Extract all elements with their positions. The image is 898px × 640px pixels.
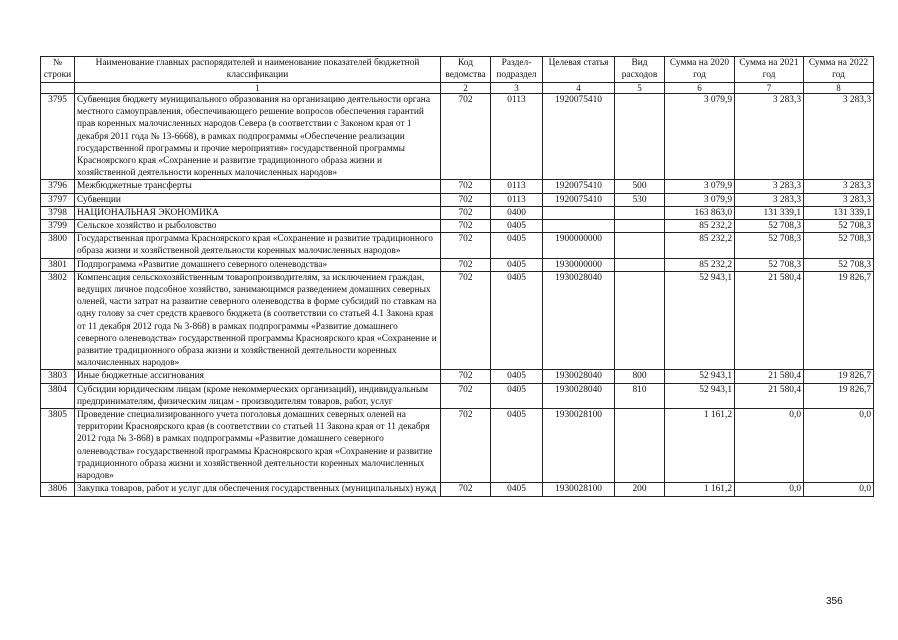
row-sum-2021: 0,0 (735, 409, 804, 483)
row-expense-type (615, 220, 665, 233)
table-row (41, 271, 874, 370)
row-expense-type (615, 409, 665, 483)
row-sum-2021: 21 580,4 (735, 370, 804, 383)
table-row (41, 409, 874, 483)
row-department-code: 702 (441, 271, 491, 370)
table-row (41, 206, 874, 219)
row-section: 0405 (491, 409, 543, 483)
row-expense-type (615, 271, 665, 370)
row-expense-type: 530 (615, 193, 665, 206)
row-name: Проведение специализированного учета поголовья домашних северных оленей на территории Красноярского края (в соответствии со статьей 11 Закона края от 11 декабря 2012 года № 3-868) в рамках подпрограммы «Развитие домашнего северного оленеводства» государственной программы Красноярского края «Сохранение и развитие традиционного образа жизни и хозяйственной деятельности коренных малочисленных народов» (75, 409, 441, 483)
row-sum-2022: 3 283,3 (804, 94, 874, 180)
row-number: 3796 (41, 180, 75, 193)
row-name: Субвенции (75, 193, 441, 206)
table-header (41, 57, 874, 94)
row-sum-2021: 21 580,4 (735, 383, 804, 408)
row-sum-2020: 52 943,1 (665, 271, 735, 370)
column-number: 1 (75, 83, 441, 94)
row-number: 3800 (41, 233, 75, 258)
row-target-item: 1930028040 (543, 370, 615, 383)
row-department-code: 702 (441, 193, 491, 206)
row-sum-2020: 52 943,1 (665, 370, 735, 383)
row-section: 0405 (491, 370, 543, 383)
row-sum-2022: 131 339,1 (804, 206, 874, 219)
row-sum-2020: 3 079,9 (665, 94, 735, 180)
row-sum-2021: 0,0 (735, 483, 804, 496)
header-row-number: № строки (41, 57, 75, 83)
row-number: 3805 (41, 409, 75, 483)
row-sum-2021: 21 580,4 (735, 271, 804, 370)
row-sum-2021: 52 708,3 (735, 220, 804, 233)
row-target-item: 1930028100 (543, 409, 615, 483)
header-target-item: Целевая статья (543, 57, 615, 83)
row-expense-type (615, 206, 665, 219)
row-number: 3799 (41, 220, 75, 233)
row-number: 3802 (41, 271, 75, 370)
header-expense-type: Вид расходов (615, 57, 665, 83)
row-sum-2020: 3 079,9 (665, 180, 735, 193)
row-department-code: 702 (441, 94, 491, 180)
page-number: 356 (826, 596, 843, 607)
row-name: Субвенция бюджету муниципального образования на организацию деятельности органа местного самоуправления, обеспечивающего решение вопросов обеспечения гарантий прав коренных малочисленных народов Севера (в соответствии с Законом края от 1 декабря 2011 года № 13-6668), в рамках подпрограммы «Обеспечение реализации государственной программы и прочие мероприятия» государственной программы Красноярского края «Сохранение и развитие традиционного образа жизни и хозяйственной деятельности коренных малочисленных народов» (75, 94, 441, 180)
header-department-code: Код ведомства (441, 57, 491, 83)
column-number: 6 (665, 83, 735, 94)
row-sum-2022: 52 708,3 (804, 258, 874, 271)
row-department-code: 702 (441, 483, 491, 496)
row-name: Иные бюджетные ассигнования (75, 370, 441, 383)
row-target-item: 1920075410 (543, 94, 615, 180)
column-number: 2 (441, 83, 491, 94)
table-row (41, 180, 874, 193)
row-department-code: 702 (441, 206, 491, 219)
row-name: Сельское хозяйство и рыболовство (75, 220, 441, 233)
row-section: 0400 (491, 206, 543, 219)
row-target-item: 1920075410 (543, 193, 615, 206)
column-number-row (41, 83, 874, 94)
row-target-item: 1920075410 (543, 180, 615, 193)
row-sum-2022: 19 826,7 (804, 370, 874, 383)
header-sum-2020: Сумма на 2020 год (665, 57, 735, 83)
row-sum-2021: 3 283,3 (735, 193, 804, 206)
row-department-code: 702 (441, 258, 491, 271)
column-number: 4 (543, 83, 615, 94)
header-name: Наименование главных распорядителей и наименование показателей бюджетной классификации (75, 57, 441, 83)
row-section: 0405 (491, 483, 543, 496)
row-department-code: 702 (441, 383, 491, 408)
table-row (41, 258, 874, 271)
table-body (41, 94, 874, 497)
row-number: 3803 (41, 370, 75, 383)
row-section: 0113 (491, 94, 543, 180)
row-sum-2020: 1 161,2 (665, 409, 735, 483)
column-number (41, 83, 75, 94)
row-target-item (543, 206, 615, 219)
row-expense-type (615, 258, 665, 271)
budget-table (40, 56, 874, 497)
row-target-item: 1930000000 (543, 258, 615, 271)
row-number: 3795 (41, 94, 75, 180)
row-expense-type: 500 (615, 180, 665, 193)
row-sum-2022: 3 283,3 (804, 180, 874, 193)
row-target-item (543, 220, 615, 233)
row-target-item: 1930028100 (543, 483, 615, 496)
row-department-code: 702 (441, 409, 491, 483)
row-name: Закупка товаров, работ и услуг для обеспечения государственных (муниципальных) нужд (75, 483, 441, 496)
row-number: 3797 (41, 193, 75, 206)
row-name: НАЦИОНАЛЬНАЯ ЭКОНОМИКА (75, 206, 441, 219)
table-row (41, 370, 874, 383)
column-number: 8 (804, 83, 874, 94)
table-row (41, 483, 874, 496)
row-sum-2020: 85 232,2 (665, 258, 735, 271)
table-row (41, 193, 874, 206)
row-number: 3798 (41, 206, 75, 219)
header-section: Раздел-подраздел (491, 57, 543, 83)
row-sum-2020: 3 079,9 (665, 193, 735, 206)
column-number: 5 (615, 83, 665, 94)
row-sum-2020: 85 232,2 (665, 220, 735, 233)
table-row (41, 220, 874, 233)
column-number: 3 (491, 83, 543, 94)
table-row (41, 94, 874, 180)
table-row (41, 383, 874, 408)
row-section: 0405 (491, 383, 543, 408)
row-sum-2020: 85 232,2 (665, 233, 735, 258)
row-sum-2022: 19 826,7 (804, 383, 874, 408)
row-sum-2020: 1 161,2 (665, 483, 735, 496)
row-expense-type: 800 (615, 370, 665, 383)
header-row (41, 57, 874, 83)
row-department-code: 702 (441, 233, 491, 258)
row-expense-type: 810 (615, 383, 665, 408)
row-sum-2022: 52 708,3 (804, 220, 874, 233)
row-sum-2022: 19 826,7 (804, 271, 874, 370)
row-department-code: 702 (441, 370, 491, 383)
row-section: 0113 (491, 180, 543, 193)
row-expense-type (615, 94, 665, 180)
budget-sheet (40, 56, 874, 497)
row-sum-2022: 3 283,3 (804, 193, 874, 206)
row-expense-type: 200 (615, 483, 665, 496)
row-name: Субсидии юридическим лицам (кроме некоммерческих организаций), индивидуальным предпринимателям, физическим лицам - производителям товаров, работ, услуг (75, 383, 441, 408)
row-number: 3801 (41, 258, 75, 271)
row-sum-2021: 131 339,1 (735, 206, 804, 219)
header-sum-2022: Сумма на 2022 год (804, 57, 874, 83)
row-sum-2020: 52 943,1 (665, 383, 735, 408)
row-sum-2021: 52 708,3 (735, 258, 804, 271)
row-department-code: 702 (441, 220, 491, 233)
header-sum-2021: Сумма на 2021 год (735, 57, 804, 83)
row-section: 0405 (491, 233, 543, 258)
column-number: 7 (735, 83, 804, 94)
row-sum-2022: 0,0 (804, 483, 874, 496)
row-expense-type (615, 233, 665, 258)
row-number: 3806 (41, 483, 75, 496)
table-row (41, 233, 874, 258)
row-section: 0405 (491, 271, 543, 370)
row-name: Компенсация сельскохозяйственным товаропроизводителям, за исключением граждан, ведущих личное подсобное хозяйство, занимающимся разведением домашних северных оленей, части затрат на развитие северного оленеводства в форме субсидий по ставкам на одну голову за счет средств краевого бюджета (в соответствии со статьей 4.1 Закона края от 11 декабря 2012 года № 3-868) в рамках подпрограммы «Развитие домашнего северного оленеводства» государственной программы Красноярского края «Сохранение и развитие традиционного образа жизни и хозяйственной деятельности коренных малочисленных народов» (75, 271, 441, 370)
row-target-item: 1930028040 (543, 383, 615, 408)
row-department-code: 702 (441, 180, 491, 193)
row-sum-2021: 3 283,3 (735, 180, 804, 193)
row-sum-2021: 52 708,3 (735, 233, 804, 258)
row-number: 3804 (41, 383, 75, 408)
row-section: 0405 (491, 258, 543, 271)
row-sum-2022: 52 708,3 (804, 233, 874, 258)
row-sum-2022: 0,0 (804, 409, 874, 483)
row-target-item: 1930028040 (543, 271, 615, 370)
row-section: 0113 (491, 193, 543, 206)
row-section: 0405 (491, 220, 543, 233)
row-target-item: 1900000000 (543, 233, 615, 258)
row-sum-2021: 3 283,3 (735, 94, 804, 180)
row-name: Подпрограмма «Развитие домашнего северного оленеводства» (75, 258, 441, 271)
row-name: Государственная программа Красноярского края «Сохранение и развитие традиционного образа жизни и хозяйственной деятельности коренных малочисленных народов» (75, 233, 441, 258)
row-name: Межбюджетные трансферты (75, 180, 441, 193)
row-sum-2020: 163 863,0 (665, 206, 735, 219)
